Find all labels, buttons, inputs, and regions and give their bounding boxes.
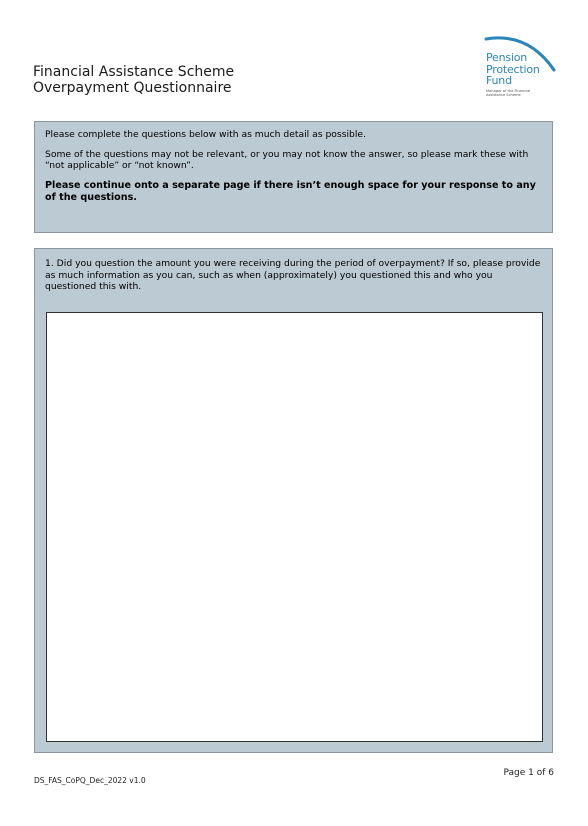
logo-line-2: Protection bbox=[486, 62, 540, 76]
instruction-paragraph-1: Please complete the questions below with as much detail as possible. bbox=[45, 129, 366, 140]
page-number: Page 1 of 6 bbox=[503, 768, 554, 778]
logo-wordmark bbox=[486, 52, 540, 87]
logo-line-3: Fund bbox=[486, 74, 512, 87]
ppf-logo bbox=[478, 30, 558, 110]
instructions-box bbox=[34, 121, 553, 233]
title-line-1: Financial Assistance Scheme bbox=[33, 64, 235, 80]
question-1-text: 1. Did you question the amount you were receiving during the period of overpayment? If so, please provide as much information as you can, such as when (approximately) you questioned this and who you questioned this with. bbox=[45, 258, 541, 292]
instruction-paragraph-2: Some of the questions may not be relevant, or you may not know the answer, so please mark these with “not applicable” or “not known”. bbox=[45, 148, 529, 171]
question-1-answer-field[interactable] bbox=[46, 312, 543, 742]
instruction-paragraph-3: Please continue onto a separate page if there isn’t enough space for your response to any of the questions. bbox=[45, 179, 536, 203]
logo-subtitle bbox=[486, 89, 556, 98]
logo-sub-line-2: Assistance Scheme bbox=[486, 93, 521, 98]
logo-line-1: Pension bbox=[486, 51, 528, 64]
title-line-2: Overpayment Questionnaire bbox=[33, 80, 232, 96]
document-reference: DS_FAS_CoPQ_Dec_2022 v1.0 bbox=[34, 776, 146, 785]
document-title bbox=[33, 64, 234, 96]
question-1-box bbox=[34, 248, 553, 753]
logo-sub-line-1: Manager of the Financial bbox=[486, 89, 531, 93]
